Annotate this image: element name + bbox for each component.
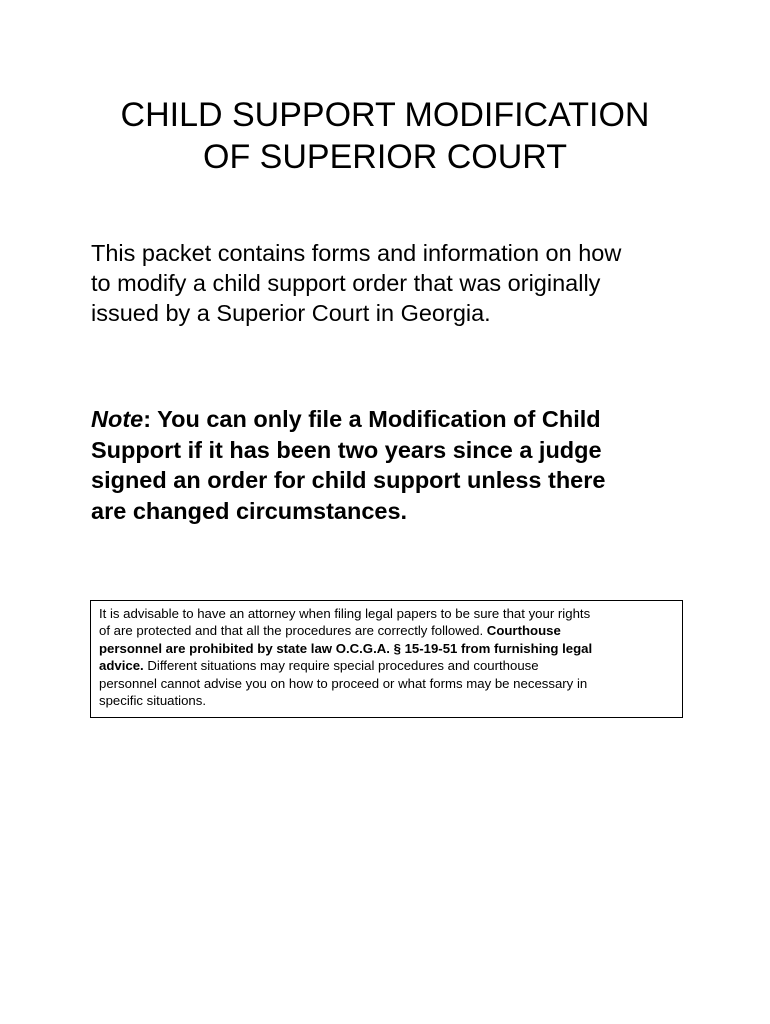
notice-line-4-text: Different situations may require special procedures and courthouse <box>143 658 539 674</box>
note-line-1 <box>91 404 711 435</box>
intro-line-1: This packet contains forms and information on how <box>91 240 622 266</box>
document-title <box>0 94 770 178</box>
title-line-2: OF SUPERIOR COURT <box>203 138 567 176</box>
note-label: Note <box>91 406 144 432</box>
notice-line-5: personnel cannot advise you on how to proceed or what forms may be necessary in <box>99 675 588 691</box>
note-paragraph <box>91 404 711 526</box>
note-line-4: are changed circumstances. <box>91 497 408 524</box>
notice-line-2-bold: Courthouse <box>486 623 561 639</box>
notice-line-2-text: of are protected and that all the procedures are correctly followed. <box>99 623 487 639</box>
note-line-2: Support if it has been two years since a judge <box>91 436 602 463</box>
title-line-1: CHILD SUPPORT MODIFICATION <box>120 96 650 134</box>
legal-notice-box <box>90 600 683 718</box>
intro-line-2: to modify a child support order that was originally <box>91 270 601 296</box>
notice-line-4-bold: advice. <box>99 658 144 674</box>
note-line-1-text: : You can only file a Modification of Child <box>143 406 601 432</box>
notice-line-2 <box>99 622 676 639</box>
note-line-3: signed an order for child support unless there <box>91 467 606 493</box>
notice-line-3: personnel are prohibited by state law O.C.G.A. § 15-19-51 from furnishing legal <box>99 640 593 656</box>
notice-line-1: It is advisable to have an attorney when filing legal papers to be sure that your rights <box>99 606 591 621</box>
intro-paragraph <box>91 238 691 328</box>
notice-line-6: specific situations. <box>99 693 207 709</box>
notice-line-4 <box>99 657 676 674</box>
intro-line-3: issued by a Superior Court in Georgia. <box>91 300 491 326</box>
